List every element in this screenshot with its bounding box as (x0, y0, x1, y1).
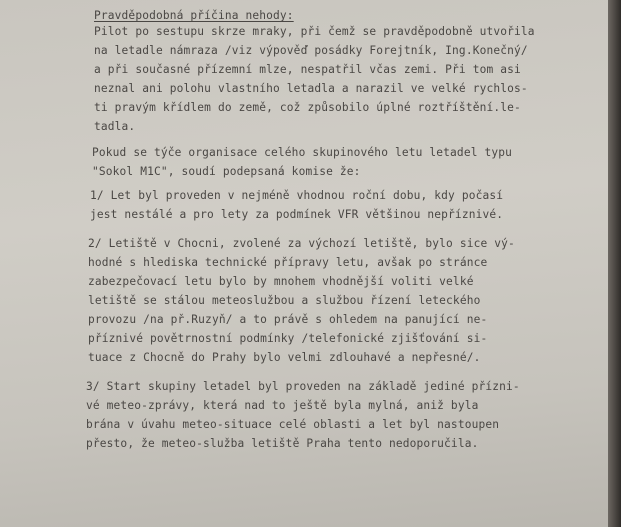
point-2-line-7: tuace z Chocně do Prahy bylo velmi zdlouhavé a nepřesné/. (88, 351, 481, 364)
point-2-line-1: 2/ Letiště v Chocni, zvolené za výchozí letiště, bylo sice vý- (88, 237, 515, 250)
intro-line-1: Pilot po sestupu skrze mraky, při čemž se pravděpodobně utvořila (94, 25, 535, 38)
point-3-line-3: brána v úvahu meteo-situace celé oblasti a let byl nastoupen (86, 418, 500, 431)
intro-line-3: a při současné přízemní mlze, nespatřil včas zemi. Při tom asi (94, 63, 521, 76)
intro-line-4: neznal ani polohu vlastního letadla a narazil ve velké rychlos- (94, 82, 528, 95)
point-2-line-4: letiště se stálou meteoslužbou a službou řízení leteckého (88, 294, 481, 307)
point-3-line-1: 3/ Start skupiny letadel byl proveden na základě jediné přízni- (86, 380, 520, 393)
intro-line-2: na letadle námraza /viz výpověď posádky Forejtník, Ing.Konečný/ (94, 44, 528, 57)
intro-line-6: tadla. (94, 120, 136, 133)
point-2-line-2: hodné s hlediska technické přípravy letu, avšak po stránce (88, 256, 488, 269)
cause-heading: Pravděpodobná příčina nehody: (94, 9, 294, 22)
point-2-line-3: zabezpečovací letu bylo by mnohem vhodnější voliti velké (88, 275, 474, 288)
commission-line-2: "Sokol M1C", soudí podepsaná komise že: (92, 165, 361, 178)
point-1-line-1: 1/ Let byl proveden v nejméně vhodnou roční dobu, kdy počasí (90, 189, 504, 202)
point-3-line-4: přesto, že meteo-služba letiště Praha tento nedoporučila. (86, 437, 479, 450)
point-2-line-5: provozu /na př.Ruzyň/ a to právě s ohledem na panující ne- (88, 313, 488, 326)
point-2-line-6: příznivé povětrnostní podmínky /telefonické zjišťování si- (88, 332, 488, 345)
intro-line-5: ti pravým křídlem do země, což způsobilo úplné roztříštění.le- (94, 101, 521, 114)
commission-line-1: Pokud se týče organisace celého skupinového letu letadel typu (92, 146, 513, 159)
paper-edge-shadow (608, 0, 621, 527)
point-1-line-2: jest nestálé a pro lety za podmínek VFR většinou nepříznivé. (90, 208, 504, 221)
point-3-line-2: vé meteo-zprávy, která nad to ještě byla mylná, aniž byla (86, 399, 479, 412)
